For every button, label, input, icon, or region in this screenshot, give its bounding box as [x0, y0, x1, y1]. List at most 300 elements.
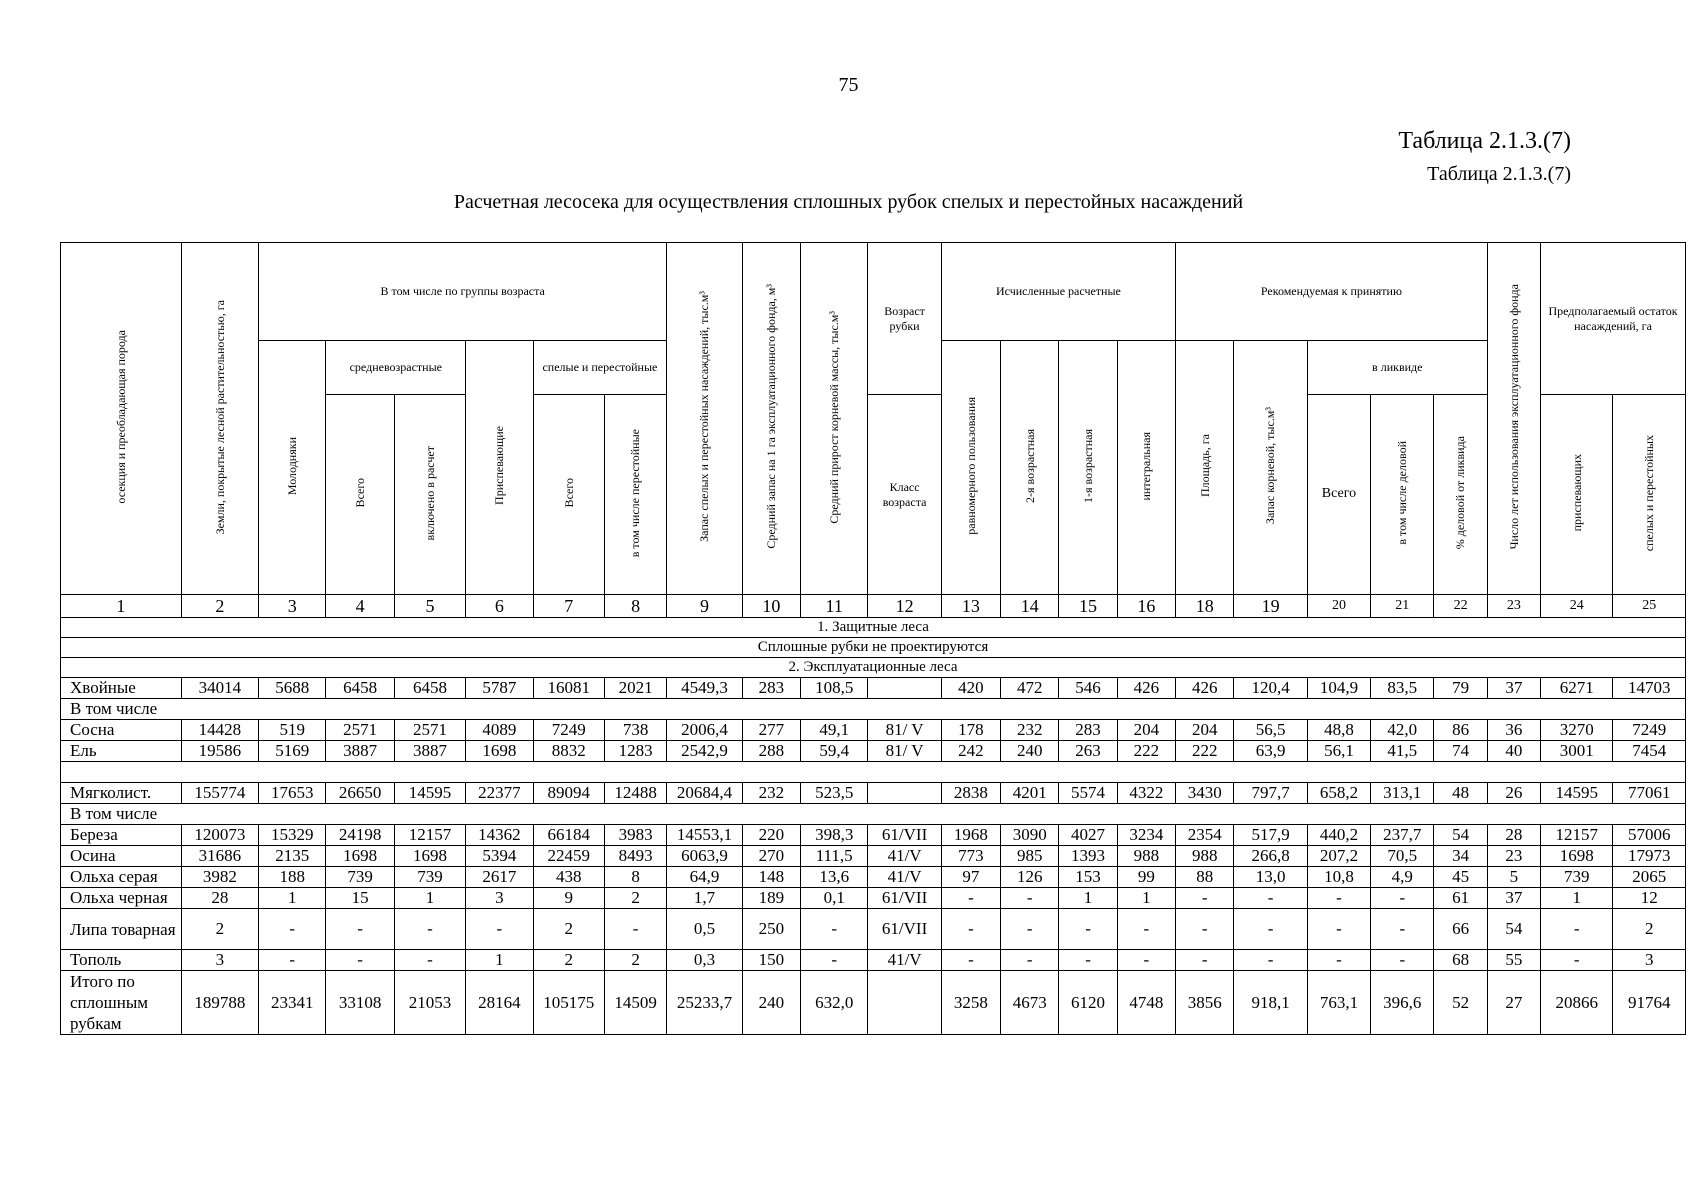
table-cell: 14595: [1541, 783, 1613, 804]
table-cell: -: [1117, 909, 1175, 950]
row-label: Ольха черная: [61, 888, 182, 909]
table-cell: 105175: [533, 971, 604, 1035]
table-cell: 86: [1434, 720, 1487, 741]
header-mature-overmature: спелые и перестойные: [533, 341, 667, 395]
table-cell: 1: [394, 888, 465, 909]
table-cell: 89094: [533, 783, 604, 804]
header-liquid-total: Всего: [1307, 395, 1370, 595]
table-cell: 220: [742, 825, 800, 846]
table-cell: -: [1059, 909, 1117, 950]
column-number: 12: [868, 595, 941, 618]
table-cell: 52: [1434, 971, 1487, 1035]
table-cell: 632,0: [801, 971, 868, 1035]
table-cell: 20684,4: [667, 783, 742, 804]
column-number: 16: [1117, 595, 1175, 618]
table-cell: 189788: [181, 971, 258, 1035]
table-row: [61, 888, 1686, 909]
row-label: Мягколист.: [61, 783, 182, 804]
table-cell: 2838: [941, 783, 1000, 804]
table-cell: 222: [1117, 741, 1175, 762]
table-cell: [868, 678, 941, 699]
table-cell: 20866: [1541, 971, 1613, 1035]
column-number: 7: [533, 595, 604, 618]
table-cell: 189: [742, 888, 800, 909]
table-cell: 33108: [326, 971, 394, 1035]
table-cell: -: [1001, 950, 1059, 971]
table-cell: 1698: [1541, 846, 1613, 867]
table-label: Таблица 2.1.3.(7): [1398, 128, 1571, 154]
column-number: 24: [1541, 595, 1613, 618]
table-cell: 15329: [259, 825, 326, 846]
table-cell: -: [1307, 888, 1370, 909]
table-cell: 104,9: [1307, 678, 1370, 699]
table-cell: 523,5: [801, 783, 868, 804]
table-cell: 64,9: [667, 867, 742, 888]
table-cell: 3982: [181, 867, 258, 888]
table-cell: 37: [1487, 888, 1540, 909]
spacer-row: [61, 762, 1686, 783]
column-number: 4: [326, 595, 394, 618]
table-row: [61, 678, 1686, 699]
header-mature-total: Всего: [533, 395, 604, 595]
table-cell: 14362: [466, 825, 533, 846]
column-number: 6: [466, 595, 533, 618]
table-cell: 3001: [1541, 741, 1613, 762]
table-cell: 2542,9: [667, 741, 742, 762]
table-cell: 155774: [181, 783, 258, 804]
table-cell: 3856: [1176, 971, 1234, 1035]
table-cell: 3270: [1541, 720, 1613, 741]
table-cell: 77061: [1613, 783, 1686, 804]
table-cell: 81/ V: [868, 720, 941, 741]
table-cell: 16081: [533, 678, 604, 699]
table-cell: 3430: [1176, 783, 1234, 804]
table-cell: 242: [941, 741, 1000, 762]
table-cell: 42,0: [1371, 720, 1434, 741]
table-cell: -: [466, 909, 533, 950]
header-in-liquid: в ликвиде: [1307, 341, 1487, 395]
column-number: 21: [1371, 595, 1434, 618]
table-cell: 99: [1117, 867, 1175, 888]
table-cell: 207,2: [1307, 846, 1370, 867]
header-second-age: 2-я возрастная: [1001, 341, 1059, 595]
table-cell: 81/ V: [868, 741, 941, 762]
table-cell: 108,5: [801, 678, 868, 699]
table-row: [61, 720, 1686, 741]
row-label: Ель: [61, 741, 182, 762]
table-cell: 28: [181, 888, 258, 909]
table-cell: 15: [326, 888, 394, 909]
table-cell: 26: [1487, 783, 1540, 804]
header-young: Молодняки: [259, 341, 326, 595]
table-cell: -: [259, 909, 326, 950]
header-ripening: Приспевающие: [466, 341, 533, 595]
table-row: [61, 783, 1686, 804]
table-cell: 55: [1487, 950, 1540, 971]
header-business-pct: % деловой от ликвида: [1434, 395, 1487, 595]
row-label: Осина: [61, 846, 182, 867]
table-cell: 240: [742, 971, 800, 1035]
table-cell: 23341: [259, 971, 326, 1035]
column-number: 23: [1487, 595, 1540, 618]
table-cell: 985: [1001, 846, 1059, 867]
table-cell: 22459: [533, 846, 604, 867]
table-cell: 739: [394, 867, 465, 888]
table-cell: 22377: [466, 783, 533, 804]
column-number: 5: [394, 595, 465, 618]
table-cell: 7249: [533, 720, 604, 741]
table-cell: 2065: [1613, 867, 1686, 888]
table-cell: -: [1307, 909, 1370, 950]
table-cell: 2354: [1176, 825, 1234, 846]
table-cell: 61: [1434, 888, 1487, 909]
table-cell: 519: [259, 720, 326, 741]
table-cell: 6271: [1541, 678, 1613, 699]
table-cell: -: [1371, 888, 1434, 909]
column-number: 1: [61, 595, 182, 618]
table-cell: 5787: [466, 678, 533, 699]
table-cell: -: [326, 950, 394, 971]
header-years-of-use: Число лет использования эксплуатационного фонда: [1487, 243, 1540, 595]
table-cell: 2571: [394, 720, 465, 741]
table-cell: 25233,7: [667, 971, 742, 1035]
table-cell: 34014: [181, 678, 258, 699]
table-cell: [868, 783, 941, 804]
table-cell: 31686: [181, 846, 258, 867]
table-cell: 13,0: [1234, 867, 1307, 888]
table-cell: 546: [1059, 678, 1117, 699]
table-cell: 120,4: [1234, 678, 1307, 699]
table-cell: 28164: [466, 971, 533, 1035]
table-cell: 150: [742, 950, 800, 971]
table-cell: 3258: [941, 971, 1000, 1035]
table-cell: 1: [259, 888, 326, 909]
table-cell: 7249: [1613, 720, 1686, 741]
header-remaining-ripening: приспевающих: [1541, 395, 1613, 595]
header-overmature: в том числе перестойные: [604, 395, 666, 595]
table-cell: -: [259, 950, 326, 971]
table-row: [61, 909, 1686, 950]
table-cell: 438: [533, 867, 604, 888]
header-age-groups: В том числе по группы возраста: [259, 243, 667, 341]
table-cell: 2: [533, 909, 604, 950]
column-number: 2: [181, 595, 258, 618]
table-cell: 40: [1487, 741, 1540, 762]
table-cell: 2: [533, 950, 604, 971]
table-cell: 1: [1541, 888, 1613, 909]
table-cell: -: [394, 950, 465, 971]
table-cell: -: [1234, 909, 1307, 950]
table-cell: 426: [1176, 678, 1234, 699]
table-cell: 14595: [394, 783, 465, 804]
table-cell: 3887: [394, 741, 465, 762]
table-cell: 3: [466, 888, 533, 909]
table-cell: -: [1371, 950, 1434, 971]
subheading-including: В том числе: [61, 699, 1686, 720]
table-cell: 10,8: [1307, 867, 1370, 888]
table-cell: 232: [742, 783, 800, 804]
header-remaining: Предполагаемый остаток насаждений, га: [1541, 243, 1686, 395]
row-label: Итого по сплошным рубкам: [61, 971, 182, 1035]
row-label: Ольха серая: [61, 867, 182, 888]
column-number: 9: [667, 595, 742, 618]
table-cell: 21053: [394, 971, 465, 1035]
table-cell: -: [801, 909, 868, 950]
table-cell: -: [1234, 950, 1307, 971]
table-cell: 797,7: [1234, 783, 1307, 804]
header-middle-aged: средневозрастные: [326, 341, 466, 395]
table-label-secondary: Таблица 2.1.3.(7): [1427, 163, 1571, 185]
table-cell: 13,6: [801, 867, 868, 888]
table-cell: 5574: [1059, 783, 1117, 804]
table-cell: 3234: [1117, 825, 1175, 846]
table-cell: 12: [1613, 888, 1686, 909]
table-cell: 63,9: [1234, 741, 1307, 762]
table-cell: 28: [1487, 825, 1540, 846]
table-cell: 0,5: [667, 909, 742, 950]
table-cell: -: [941, 909, 1000, 950]
table-cell: -: [326, 909, 394, 950]
header-business-wood: в том числе деловой: [1371, 395, 1434, 595]
table-row: [61, 846, 1686, 867]
table-cell: 66: [1434, 909, 1487, 950]
table-row: [61, 825, 1686, 846]
table-cell: 14703: [1613, 678, 1686, 699]
table-cell: 1,7: [667, 888, 742, 909]
table-cell: 1698: [466, 741, 533, 762]
table-cell: 288: [742, 741, 800, 762]
table-cell: -: [604, 909, 666, 950]
table-cell: 2021: [604, 678, 666, 699]
table-title: Расчетная лесосека для осуществления сплошных рубок спелых и перестойных насаждений: [453, 191, 1244, 213]
table-cell: 36: [1487, 720, 1540, 741]
table-cell: 517,9: [1234, 825, 1307, 846]
table-cell: 12157: [1541, 825, 1613, 846]
table-cell: 4089: [466, 720, 533, 741]
table-cell: 277: [742, 720, 800, 741]
table-cell: 2571: [326, 720, 394, 741]
table-cell: -: [1176, 909, 1234, 950]
table-cell: 232: [1001, 720, 1059, 741]
table-cell: 19586: [181, 741, 258, 762]
header-mean-increment: Средний прирост корневой массы, тыс.м³: [801, 243, 868, 595]
header-calculated: Исчисленные расчетные: [941, 243, 1175, 341]
table-cell: -: [1176, 888, 1234, 909]
row-label: Сосна: [61, 720, 182, 741]
table-cell: 240: [1001, 741, 1059, 762]
table-cell: 8: [604, 867, 666, 888]
table-cell: 12488: [604, 783, 666, 804]
table-cell: 988: [1117, 846, 1175, 867]
table-cell: 41,5: [1371, 741, 1434, 762]
table-cell: 17653: [259, 783, 326, 804]
column-number: 14: [1001, 595, 1059, 618]
table-cell: -: [941, 950, 1000, 971]
table-cell: 2: [181, 909, 258, 950]
table-cell: 2: [604, 950, 666, 971]
table-cell: 54: [1487, 909, 1540, 950]
table-cell: 6458: [326, 678, 394, 699]
table-cell: 5688: [259, 678, 326, 699]
table-cell: 120073: [181, 825, 258, 846]
table-cell: 266,8: [1234, 846, 1307, 867]
table-cell: 426: [1117, 678, 1175, 699]
table-cell: 6063,9: [667, 846, 742, 867]
table-cell: 0,1: [801, 888, 868, 909]
table-cell: 61/VII: [868, 909, 941, 950]
table-cell: 3090: [1001, 825, 1059, 846]
table-cell: 41/V: [868, 950, 941, 971]
row-label: Хвойные: [61, 678, 182, 699]
header-first-age: 1-я возрастная: [1059, 341, 1117, 595]
table-cell: -: [1371, 909, 1434, 950]
header-age-class: Класс возраста: [868, 395, 941, 595]
column-number: 8: [604, 595, 666, 618]
row-label: Тополь: [61, 950, 182, 971]
table-cell: -: [1001, 888, 1059, 909]
header-recommended: Рекомендуемая к принятию: [1176, 243, 1488, 341]
table-cell: 918,1: [1234, 971, 1307, 1035]
table-cell: 12157: [394, 825, 465, 846]
table-cell: 2006,4: [667, 720, 742, 741]
table-cell: 91764: [1613, 971, 1686, 1035]
table-cell: 14509: [604, 971, 666, 1035]
subheading-including: В том числе: [61, 804, 1686, 825]
table-cell: 49,1: [801, 720, 868, 741]
table-cell: 204: [1176, 720, 1234, 741]
table-cell: 763,1: [1307, 971, 1370, 1035]
table-cell: 66184: [533, 825, 604, 846]
table-cell: 97: [941, 867, 1000, 888]
table-cell: 4201: [1001, 783, 1059, 804]
column-number: 18: [1176, 595, 1234, 618]
table-cell: -: [1307, 950, 1370, 971]
table-cell: 74: [1434, 741, 1487, 762]
table-cell: 59,4: [801, 741, 868, 762]
table-cell: 8493: [604, 846, 666, 867]
table-cell: 41/V: [868, 846, 941, 867]
table-cell: 153: [1059, 867, 1117, 888]
table-row-total: [61, 971, 1686, 1035]
column-number: 19: [1234, 595, 1307, 618]
table-cell: [868, 971, 941, 1035]
table-cell: 27: [1487, 971, 1540, 1035]
table-cell: 4027: [1059, 825, 1117, 846]
table-cell: 178: [941, 720, 1000, 741]
table-cell: 41/V: [868, 867, 941, 888]
table-cell: 263: [1059, 741, 1117, 762]
table-cell: 4,9: [1371, 867, 1434, 888]
table-cell: 1: [1059, 888, 1117, 909]
table-cell: 45: [1434, 867, 1487, 888]
header-area: Площадь, га: [1176, 341, 1234, 595]
table-cell: 4748: [1117, 971, 1175, 1035]
table-cell: 34: [1434, 846, 1487, 867]
column-number: 20: [1307, 595, 1370, 618]
row-label: Липа товарная: [61, 909, 182, 950]
header-integral: интегральная: [1117, 341, 1175, 595]
table-cell: 738: [604, 720, 666, 741]
table-cell: 5: [1487, 867, 1540, 888]
section-note-no-clearcut: Сплошные рубки не проектируются: [61, 638, 1686, 658]
table-cell: 23: [1487, 846, 1540, 867]
table-cell: 4322: [1117, 783, 1175, 804]
header-section-species: осекция и преобладающая порода: [61, 243, 182, 595]
table-cell: -: [941, 888, 1000, 909]
column-number: 22: [1434, 595, 1487, 618]
table-cell: 24198: [326, 825, 394, 846]
header-middle-total: Всего: [326, 395, 394, 595]
table-cell: 3983: [604, 825, 666, 846]
table-cell: -: [1176, 950, 1234, 971]
table-row: [61, 950, 1686, 971]
table-cell: 61/VII: [868, 888, 941, 909]
header-mean-stock-per-ha: Средний запас на 1 га эксплуатационного фонда, м³: [742, 243, 800, 595]
table-cell: 56,5: [1234, 720, 1307, 741]
column-number: 13: [941, 595, 1000, 618]
table-cell: 420: [941, 678, 1000, 699]
table-cell: 4673: [1001, 971, 1059, 1035]
table-cell: 57006: [1613, 825, 1686, 846]
table-cell: 88: [1176, 867, 1234, 888]
table-cell: 79: [1434, 678, 1487, 699]
table-cell: 739: [326, 867, 394, 888]
table-cell: 26650: [326, 783, 394, 804]
table-cell: 61/VII: [868, 825, 941, 846]
table-cell: 1698: [394, 846, 465, 867]
table-cell: -: [1059, 950, 1117, 971]
table-cell: 739: [1541, 867, 1613, 888]
table-cell: 1: [1117, 888, 1175, 909]
column-number: 11: [801, 595, 868, 618]
section-exploitation-forests: 2. Эксплуатационные леса: [61, 658, 1686, 678]
table-cell: 14553,1: [667, 825, 742, 846]
table-cell: 7454: [1613, 741, 1686, 762]
table-cell: 270: [742, 846, 800, 867]
table-cell: -: [1117, 950, 1175, 971]
header-cutting-age: Возраст рубки: [868, 243, 941, 395]
table-cell: 250: [742, 909, 800, 950]
table-cell: 2: [1613, 909, 1686, 950]
header-mature-stock: Запас спелых и перестойных насаждений, тыс.м³: [667, 243, 742, 595]
table-cell: 17973: [1613, 846, 1686, 867]
column-number: 3: [259, 595, 326, 618]
header-forested-land: Земли, покрытые лесной растительностью, га: [181, 243, 258, 595]
header-remaining-mature: спелых и перестойных: [1613, 395, 1686, 595]
table-cell: 773: [941, 846, 1000, 867]
table-cell: 3: [1613, 950, 1686, 971]
table-cell: 6458: [394, 678, 465, 699]
table-cell: 83,5: [1371, 678, 1434, 699]
table-cell: 6120: [1059, 971, 1117, 1035]
table-cell: 1283: [604, 741, 666, 762]
table-cell: 440,2: [1307, 825, 1370, 846]
table-cell: -: [394, 909, 465, 950]
table-row: [61, 867, 1686, 888]
table-cell: 188: [259, 867, 326, 888]
table-cell: 283: [742, 678, 800, 699]
table-cell: 5169: [259, 741, 326, 762]
table-cell: 2: [604, 888, 666, 909]
table-cell: 396,6: [1371, 971, 1434, 1035]
column-number: 10: [742, 595, 800, 618]
column-number: 15: [1059, 595, 1117, 618]
table-cell: 398,3: [801, 825, 868, 846]
table-cell: 54: [1434, 825, 1487, 846]
table-cell: 4549,3: [667, 678, 742, 699]
table-cell: 2617: [466, 867, 533, 888]
table-cell: 313,1: [1371, 783, 1434, 804]
